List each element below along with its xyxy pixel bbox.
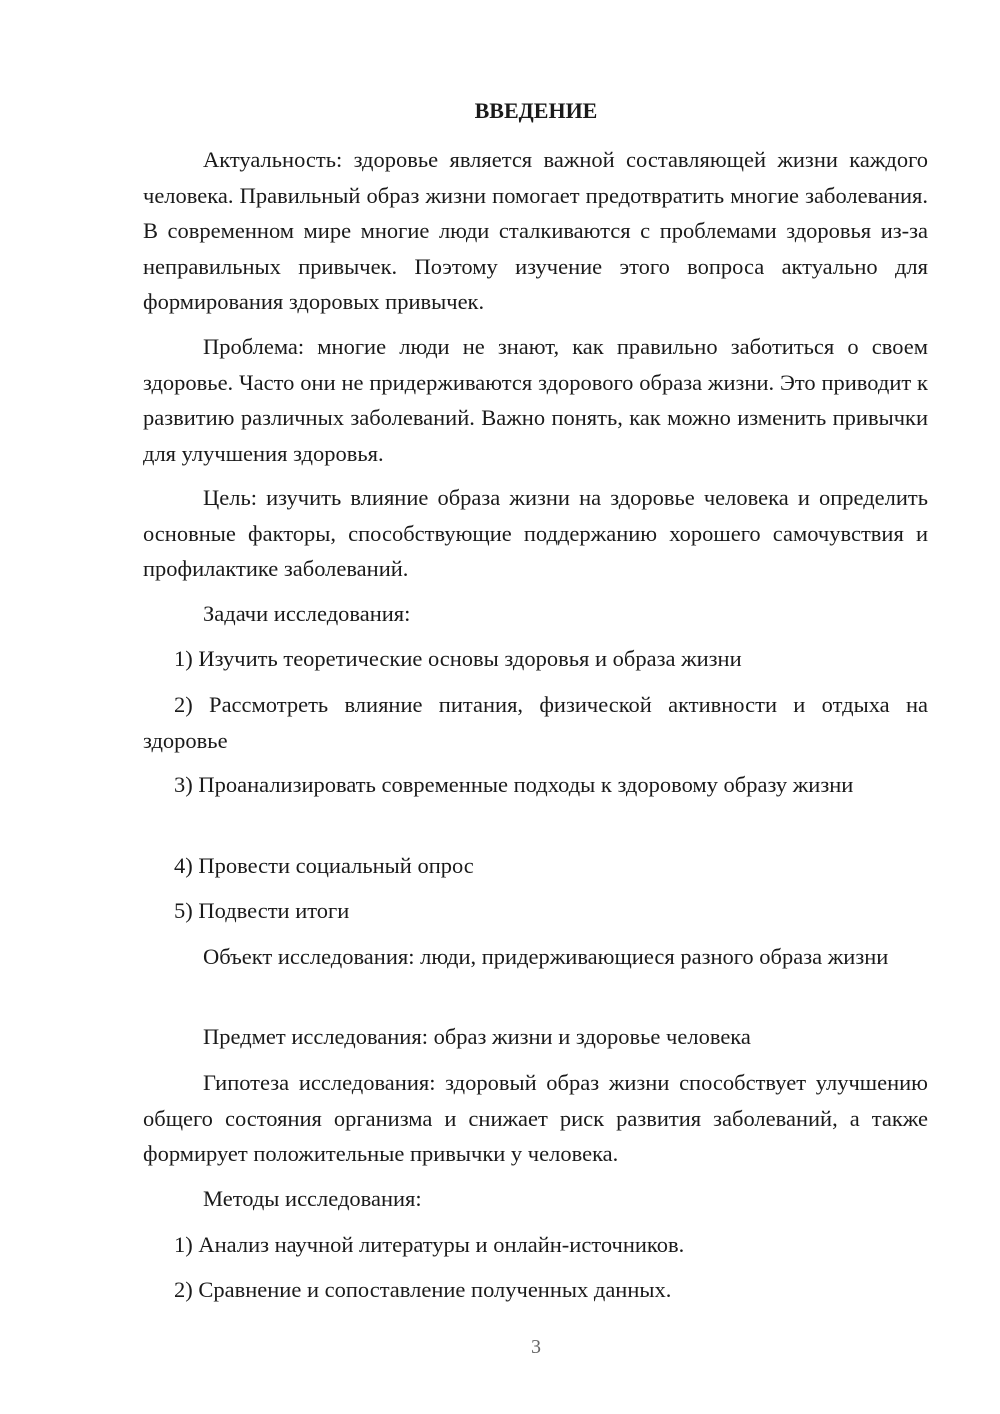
object-paragraph: Объект исследования: люди, придерживающиеся разного образа жизни xyxy=(203,944,889,969)
task-item-3: 3) Проанализировать современные подходы к здоровому образу жизни xyxy=(174,772,854,797)
methods-heading: Методы исследования: xyxy=(203,1186,422,1211)
method-item-1: 1) Анализ научной литературы и онлайн-источников. xyxy=(174,1232,685,1257)
method-item-2: 2) Сравнение и сопоставление полученных данных. xyxy=(174,1277,672,1302)
task-item-1: 1) Изучить теоретические основы здоровья и образа жизни xyxy=(174,646,742,671)
tasks-heading: Задачи исследования: xyxy=(203,601,411,626)
task-item-2: 2) Рассмотреть влияние питания, физической активности и отдыха на здоровье xyxy=(143,692,928,753)
problem-paragraph: Проблема: многие люди не знают, как правильно заботиться о своем здоровье. Часто они не придерживаются здорового образа жизни. Это приводит к развитию различных заболеваний. Важно понять, как можно изменить привычки для улучшения здоровья. xyxy=(143,334,928,466)
relevance-paragraph: Актуальность: здоровье является важной составляющей жизни каждого человека. Правильный образ жизни помогает предотвратить многие заболевания. В современном мире многие люди сталкиваются с проблемами здоровья из-за неправильных привычек. Поэтому изучение этого вопроса актуально для формирования здоровых привычек. xyxy=(143,147,928,314)
goal-paragraph: Цель: изучить влияние образа жизни на здоровье человека и определить основные факторы, способствующие поддержанию хорошего самочувствия и профилактике заболеваний. xyxy=(143,485,928,581)
task-item-4: 4) Провести социальный опрос xyxy=(174,853,474,878)
subject-paragraph: Предмет исследования: образ жизни и здоровье человека xyxy=(203,1024,751,1049)
page-number: 3 xyxy=(531,1336,541,1358)
hypothesis-paragraph: Гипотеза исследования: здоровый образ жизни способствует улучшению общего состояния организма и снижает риск развития заболеваний, а также формирует положительные привычки у человека. xyxy=(143,1070,928,1166)
section-title: ВВЕДЕНИЕ xyxy=(474,98,598,123)
task-item-5: 5) Подвести итоги xyxy=(174,898,350,923)
